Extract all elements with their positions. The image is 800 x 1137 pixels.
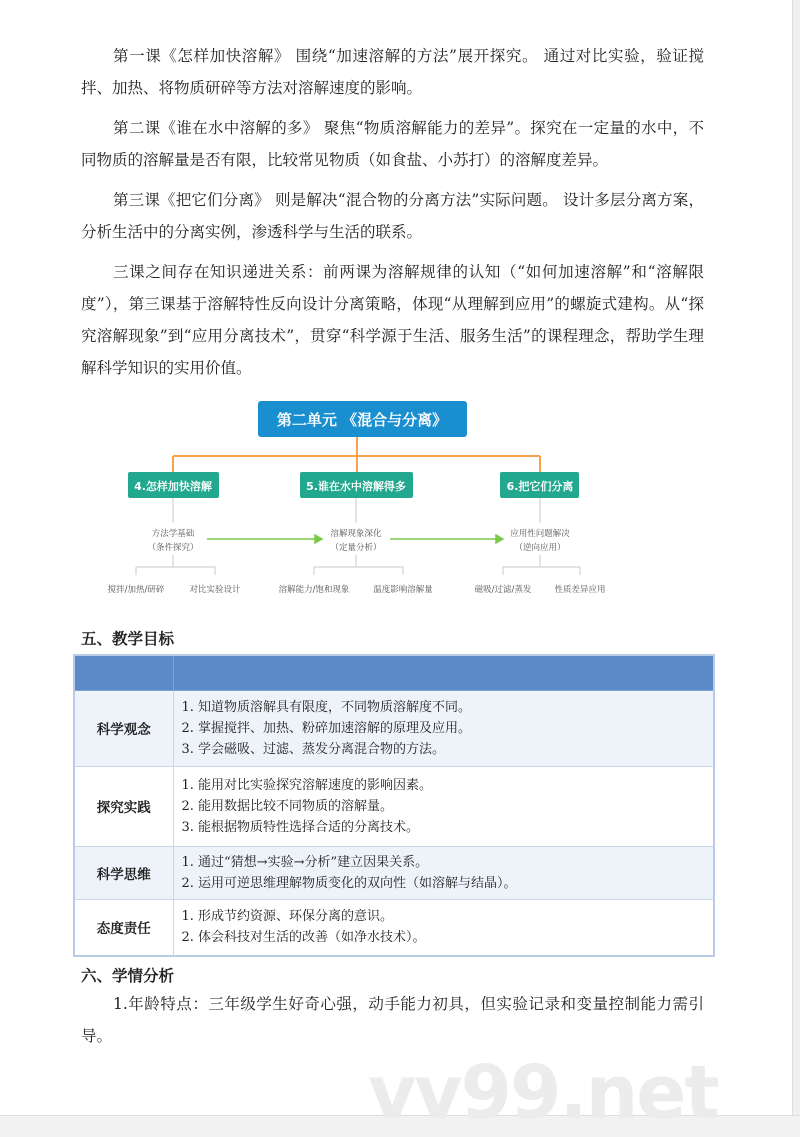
intro-text <box>81 40 704 392</box>
stage-3-line1: 应用性问题解决 <box>510 529 570 539</box>
section-heading-goals: 五、教学目标 <box>81 630 175 648</box>
lesson-4: 4.怎样加快溶解 <box>134 480 212 493</box>
goal-category: 科学思维 <box>74 846 173 899</box>
lesson-6: 6.把它们分离 <box>506 480 574 493</box>
paragraph-lesson1: 第一课《怎样加快溶解》 围绕“加速溶解的方法”展开探究。 通过对比实验，验证搅拌、加热、将物质研碎等方法对溶解速度的影响。 <box>81 47 704 97</box>
leaf: 磁吸/过滤/蒸发 <box>474 585 532 595</box>
table-row <box>74 899 714 956</box>
stage-2-line1: 溶解现象深化 <box>330 529 382 539</box>
goal-item: 2. 掌握搅拌、加热、粉碎加速溶解的原理及应用。 <box>181 720 472 736</box>
table-header-row <box>74 655 714 690</box>
goal-category: 科学观念 <box>74 690 173 766</box>
watermark: vv99.net <box>368 1050 718 1136</box>
goal-item: 1. 通过“猜想→实验→分析”建立因果关系。 <box>181 854 429 870</box>
goal-item: 3. 学会磁吸、过滤、蒸发分离混合物的方法。 <box>181 741 446 757</box>
leaf: 对比实验设计 <box>189 585 241 595</box>
stage-2-line2: （定量分析） <box>330 543 382 553</box>
goal-item: 3. 能根据物质特性选择合适的分离技术。 <box>181 819 420 835</box>
stage-1-line1: 方法学基础 <box>151 529 195 539</box>
stage-1-line2: （条件探究） <box>147 543 199 553</box>
table-row <box>74 766 714 846</box>
leaf: 搅拌/加热/研碎 <box>107 585 165 595</box>
paragraph-summary: 三课之间存在知识递进关系：前两课为溶解规律的认知（“如何加速溶解”和“溶解限度”），第三课基于溶解特性反向设计分离策略，体现“从理解到应用”的螺旋式建构。从“探究溶解现象”到“应用分离技术”，贯穿“科学源于生活、服务生活”的课程理念，帮助学生理解科学知识的实用价值。 <box>81 263 704 377</box>
table-row <box>74 690 714 766</box>
leaf: 性质差异应用 <box>554 585 606 595</box>
goal-item: 1. 形成节约资源、环保分离的意识。 <box>181 909 394 925</box>
goal-category: 态度责任 <box>74 899 173 956</box>
paragraph-lesson2: 第二课《谁在水中溶解的多》 聚焦“物质溶解能力的差异”。探究在一定量的水中，不同物质的溶解量是否有限，比较常见物质（如食盐、小苏打）的溶解度差异。 <box>81 119 704 169</box>
paragraph-lesson3: 第三课《把它们分离》 则是解决“混合物的分离方法”实际问题。 设计多层分离方案，分析生活中的分离实例，渗透科学与生活的联系。 <box>81 191 704 241</box>
goal-category: 探究实践 <box>74 766 173 846</box>
leaf: 溶解能力/饱和现象 <box>278 585 350 595</box>
paragraph-age-traits: 1.年龄特点：三年级学生好奇心强，动手能力初具，但实验记录和变量控制能力需引导。 <box>81 995 704 1045</box>
diagram-title: 第二单元 《混合与分离》 <box>276 411 448 429</box>
lesson-5: 5.谁在水中溶解得多 <box>306 480 406 493</box>
leaf: 温度影响溶解量 <box>373 585 433 595</box>
goal-item: 2. 能用数据比较不同物质的溶解量。 <box>181 798 394 814</box>
goal-item: 2. 体会科技对生活的改善（如净水技术）。 <box>181 930 426 946</box>
goal-item: 2. 运用可逆思维理解物质变化的双向性（如溶解与结晶）。 <box>181 875 517 891</box>
stage-3-line2: （逆向应用） <box>514 543 566 553</box>
unit-structure-diagram <box>100 395 640 605</box>
goal-item: 1. 能用对比实验探究溶解速度的影响因素。 <box>181 777 433 793</box>
section-heading-analysis: 六、学情分析 <box>81 967 175 985</box>
goal-item: 1. 知道物质溶解具有限度，不同物质溶解度不同。 <box>181 699 472 715</box>
table-row <box>74 846 714 899</box>
teaching-goals-table <box>73 654 715 957</box>
vertical-scrollbar[interactable] <box>792 0 800 1137</box>
lesson-boxes <box>128 472 579 498</box>
